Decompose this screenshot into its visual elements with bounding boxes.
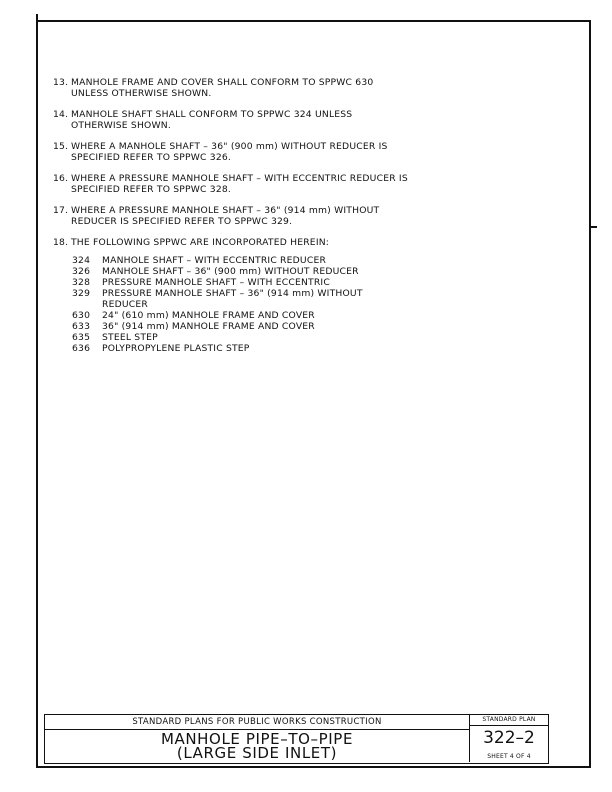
note-item (53, 109, 523, 131)
drawing-title (45, 732, 469, 760)
reference-title: PRESSURE MANHOLE SHAFT – 36" (914 mm) WITHOUT (102, 288, 363, 299)
reference-item (72, 310, 523, 321)
publication-name: STANDARD PLANS FOR PUBLIC WORKS CONSTRUCTION (45, 715, 469, 730)
border-tick-top (36, 14, 38, 20)
note-number: 18. (53, 237, 69, 248)
reference-item (72, 343, 523, 354)
note-item (53, 77, 523, 99)
note-text: MANHOLE FRAME AND COVER SHALL CONFORM TO SPPWC 630 (71, 77, 374, 88)
note-number: 13. (53, 77, 69, 88)
reference-code: 636 (72, 343, 91, 354)
note-item (53, 205, 523, 227)
title-block (44, 714, 549, 764)
reference-item (72, 255, 523, 266)
reference-title: REDUCER (102, 299, 148, 310)
reference-title: POLYPROPYLENE PLASTIC STEP (102, 343, 250, 354)
reference-title: 36" (914 mm) MANHOLE FRAME AND COVER (102, 321, 315, 332)
reference-title: STEEL STEP (102, 332, 158, 343)
reference-item (72, 321, 523, 332)
reference-item (72, 266, 523, 277)
standard-plan-number: 322–2 (483, 728, 535, 748)
reference-code: 324 (72, 255, 91, 266)
note-text: REDUCER IS SPECIFIED REFER TO SPPWC 329. (71, 216, 293, 227)
drawing-title-line2: (LARGE SIDE INLET) (176, 744, 338, 762)
reference-item (72, 332, 523, 343)
reference-code: 635 (72, 332, 91, 343)
note-text: THE FOLLOWING SPPWC ARE INCORPORATED HEREIN: (71, 237, 330, 248)
reference-code: 633 (72, 321, 91, 332)
plan-number-block (470, 715, 548, 762)
reference-title: 24" (610 mm) MANHOLE FRAME AND COVER (102, 310, 315, 321)
note-text: SPECIFIED REFER TO SPPWC 326. (71, 152, 232, 163)
reference-code: 329 (72, 288, 91, 299)
note-item (53, 237, 523, 248)
reference-list (72, 255, 523, 354)
reference-code: 326 (72, 266, 91, 277)
note-text: MANHOLE SHAFT SHALL CONFORM TO SPPWC 324 UNLESS (71, 109, 353, 120)
sheet-number: SHEET 4 OF 4 (487, 753, 531, 760)
note-text: SPECIFIED REFER TO SPPWC 328. (71, 184, 232, 195)
title-block-main (45, 715, 470, 762)
note-text: OTHERWISE SHOWN. (71, 120, 171, 131)
note-number: 14. (53, 109, 69, 120)
reference-item (72, 288, 523, 310)
note-text: WHERE A PRESSURE MANHOLE SHAFT – 36" (914 mm) WITHOUT (71, 205, 380, 216)
reference-code: 630 (72, 310, 91, 321)
reference-title: MANHOLE SHAFT – WITH ECCENTRIC REDUCER (102, 255, 327, 266)
note-number: 15. (53, 141, 69, 152)
reference-code: 328 (72, 277, 91, 288)
note-number: 17. (53, 205, 69, 216)
standard-plan-label: STANDARD PLAN (470, 715, 548, 726)
note-number: 16. (53, 173, 69, 184)
border-tick-right (591, 226, 597, 228)
reference-title: PRESSURE MANHOLE SHAFT – WITH ECCENTRIC (102, 277, 330, 288)
note-item (53, 173, 523, 195)
note-text: UNLESS OTHERWISE SHOWN. (71, 88, 212, 99)
note-text: WHERE A PRESSURE MANHOLE SHAFT – WITH ECCENTRIC REDUCER IS (71, 173, 408, 184)
note-item (53, 141, 523, 163)
reference-title: MANHOLE SHAFT – 36" (900 mm) WITHOUT REDUCER (102, 266, 359, 277)
general-notes (53, 77, 523, 354)
note-text: WHERE A MANHOLE SHAFT – 36" (900 mm) WITHOUT REDUCER IS (71, 141, 388, 152)
drawing-title-line1: MANHOLE PIPE–TO–PIPE (160, 730, 354, 748)
reference-item (72, 277, 523, 288)
